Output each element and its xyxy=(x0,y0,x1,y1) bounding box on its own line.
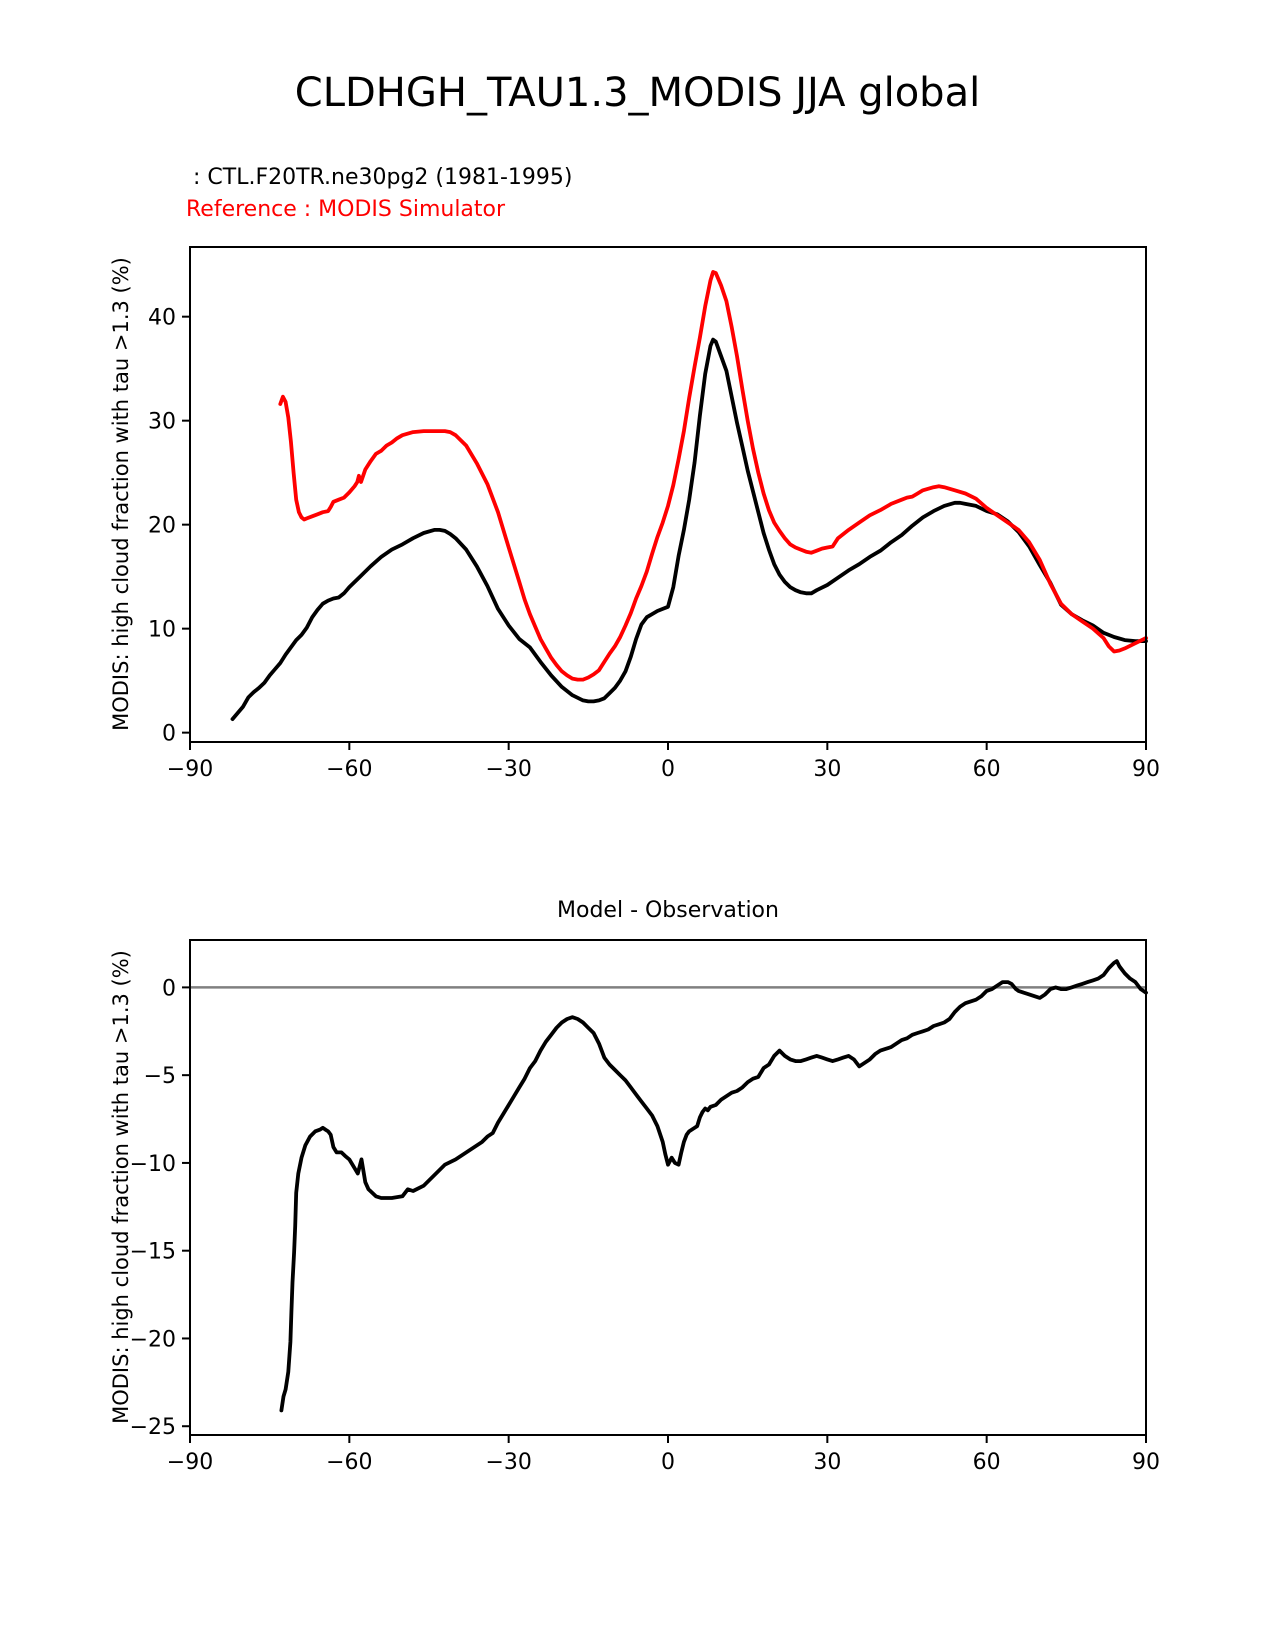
y-tick-label: 20 xyxy=(148,513,176,539)
x-tick-label: −30 xyxy=(485,757,532,782)
y-tick-label: 10 xyxy=(148,617,176,643)
difference-curve xyxy=(281,961,1146,1410)
axes-frame xyxy=(190,247,1146,742)
axes-frame xyxy=(190,940,1146,1435)
x-tick-label: −90 xyxy=(166,757,214,782)
x-tick-label: 90 xyxy=(1132,757,1160,782)
y-tick-label: 0 xyxy=(162,976,176,1002)
y-tick-label: −20 xyxy=(129,1327,176,1353)
y-tick-label: −5 xyxy=(143,1064,176,1090)
y-tick-label: 0 xyxy=(162,721,176,747)
y-tick-label: 40 xyxy=(148,305,176,331)
x-tick-label: 30 xyxy=(813,757,842,782)
top-chart-ylabel: MODIS: high cloud fraction with tau >1.3 (%) xyxy=(109,257,133,731)
x-tick-label: 30 xyxy=(813,1450,842,1475)
y-tick-label: −15 xyxy=(129,1239,176,1265)
reference-subtitle: Reference : MODIS Simulator xyxy=(186,197,506,222)
x-tick-label: 60 xyxy=(972,1450,1001,1475)
bottom-chart-title: Model - Observation xyxy=(557,898,779,923)
y-tick-label: −10 xyxy=(129,1151,176,1177)
x-tick-label: −30 xyxy=(485,1450,532,1475)
x-tick-label: 90 xyxy=(1132,1450,1160,1475)
x-tick-label: 0 xyxy=(661,757,675,782)
y-tick-label: −25 xyxy=(129,1415,176,1441)
reference-curve xyxy=(280,272,1146,680)
x-tick-label: −60 xyxy=(326,1450,373,1475)
x-tick-label: 0 xyxy=(661,1450,675,1475)
model-subtitle: : CTL.F20TR.ne30pg2 (1981-1995) xyxy=(186,165,573,190)
bottom-chart-ylabel: MODIS: high cloud fraction with tau >1.3 (%) xyxy=(109,950,133,1424)
x-tick-label: −90 xyxy=(166,1450,214,1475)
x-tick-label: 60 xyxy=(972,757,1001,782)
y-tick-label: 30 xyxy=(148,409,176,435)
figure-title: CLDHGH_TAU1.3_MODIS JJA global xyxy=(294,70,981,116)
x-tick-label: −60 xyxy=(326,757,373,782)
